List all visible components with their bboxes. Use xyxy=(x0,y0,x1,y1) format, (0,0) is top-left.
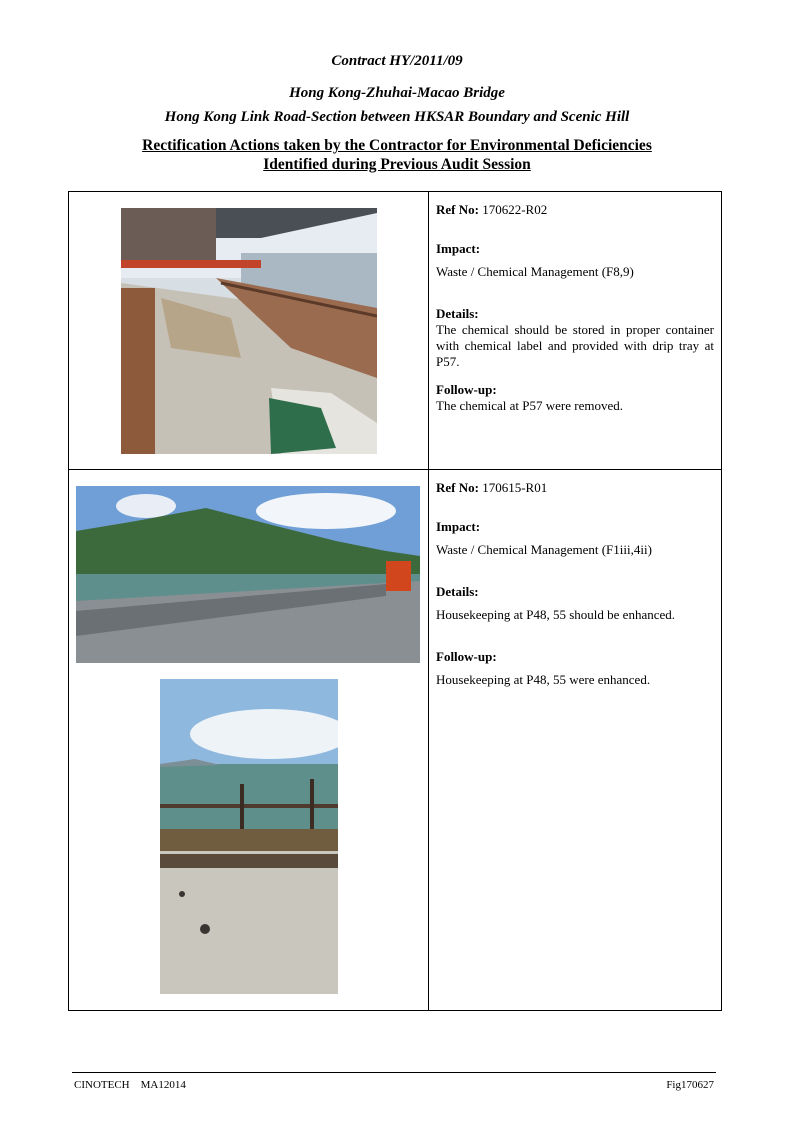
impact-label: Impact: xyxy=(436,241,481,256)
followup-text: The chemical at P57 were removed. xyxy=(436,398,623,413)
followup-text: Housekeeping at P48, 55 were enhanced. xyxy=(436,672,651,687)
ref-line xyxy=(436,480,714,496)
contract-number: Contract HY/2011/09 xyxy=(331,53,463,69)
photo-cell-2 xyxy=(69,470,429,1011)
section-name: Hong Kong Link Road-Section between HKSAR Boundary and Scenic Hill xyxy=(164,109,630,125)
footer-left: CINOTECH MA12014 xyxy=(74,1079,186,1091)
record-row-1 xyxy=(69,192,722,470)
report-title-line2: Identified during Previous Audit Session xyxy=(263,156,531,173)
impact-text: Waste / Chemical Management (F1iii,4ii) xyxy=(436,542,652,557)
report-title-line1: Rectification Actions taken by the Contractor for Environmental Deficiencies xyxy=(142,137,652,154)
details-label: Details: xyxy=(436,306,479,321)
ref-no: 170615-R01 xyxy=(482,480,548,495)
ref-label: Ref No: xyxy=(436,202,479,217)
photo-deck-edge xyxy=(160,679,338,994)
ref-no: 170622-R02 xyxy=(482,202,548,217)
details-cell-1 xyxy=(429,192,722,470)
footer-divider xyxy=(72,1072,716,1073)
audit-table xyxy=(68,191,722,1011)
impact-text: Waste / Chemical Management (F8,9) xyxy=(436,264,634,279)
details-cell-2 xyxy=(429,470,722,1011)
impact-label: Impact: xyxy=(436,519,481,534)
project-name: Hong Kong-Zhuhai-Macao Bridge xyxy=(289,85,505,101)
details-label: Details: xyxy=(436,584,479,599)
footer-right: Fig170627 xyxy=(666,1079,714,1091)
ref-line xyxy=(436,202,714,218)
details-text: The chemical should be stored in proper container with chemical label and provided with drip tray at P57. xyxy=(436,322,714,369)
followup-label: Follow-up: xyxy=(436,382,497,397)
ref-label: Ref No: xyxy=(436,480,479,495)
photo-chemical-storage xyxy=(121,208,377,454)
photo-cell-1 xyxy=(69,192,429,470)
photo-deck-housekeeping xyxy=(76,486,420,663)
details-text: Housekeeping at P48, 55 should be enhanced. xyxy=(436,607,676,622)
followup-label: Follow-up: xyxy=(436,649,497,664)
record-row-2 xyxy=(69,470,722,1011)
